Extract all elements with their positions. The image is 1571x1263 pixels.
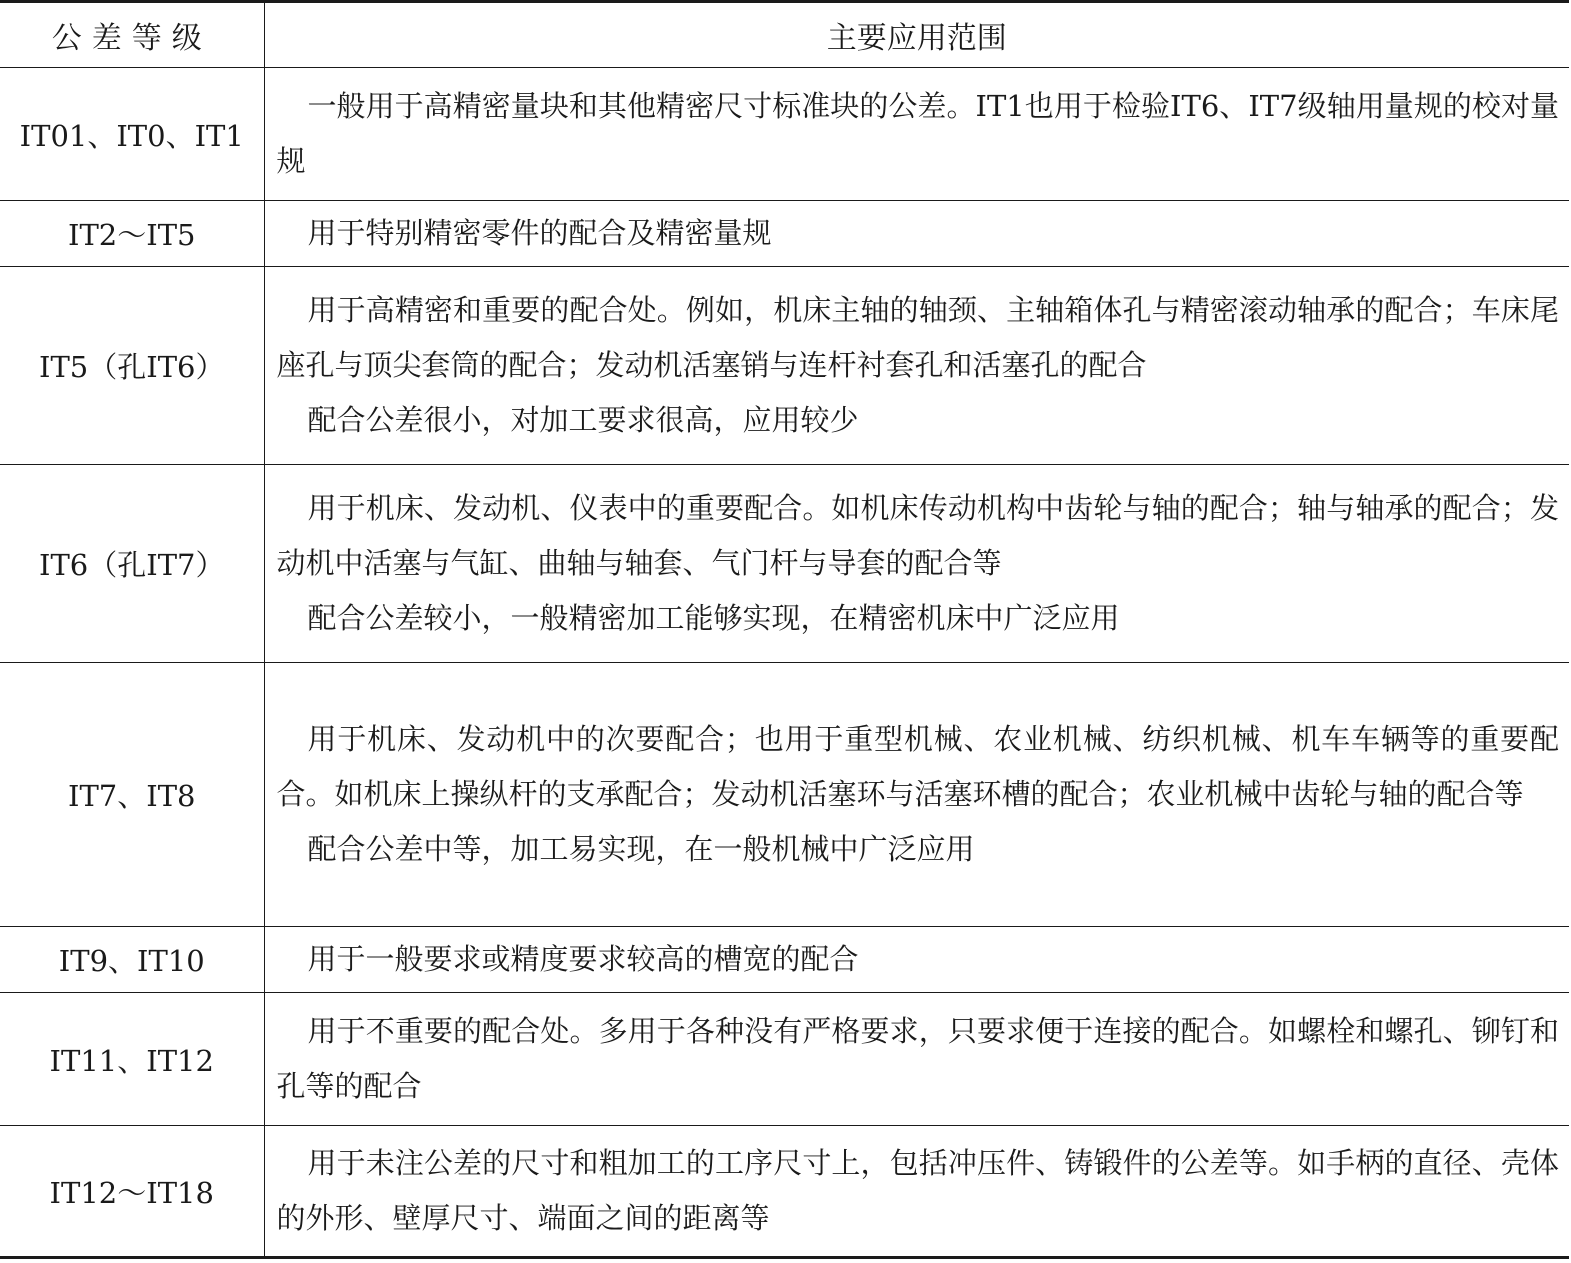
- scope-paragraph: 一般用于高精密量块和其他精密尺寸标准块的公差。IT1也用于检验IT6、IT7级轴用量规的校对量规: [276, 89, 1559, 178]
- table-row: [0, 465, 1569, 663]
- scope-paragraph: 用于特别精密零件的配合及精密量规: [307, 216, 772, 250]
- scope-paragraph: 用于未注公差的尺寸和粗加工的工序尺寸上，包括冲压件、铸锻件的公差等。如手柄的直径、壳体的外形、壁厚尺寸、端面之间的距离等: [276, 1146, 1559, 1235]
- scope-paragraph: 配合公差较小，一般精密加工能够实现，在精密机床中广泛应用: [307, 601, 1120, 635]
- scope-paragraph: 用于机床、发动机、仪表中的重要配合。如机床传动机构中齿轮与轴的配合；轴与轴承的配合；发动机中活塞与气缸、曲轴与轴套、气门杆与导套的配合等: [276, 491, 1559, 580]
- header-tolerance-grade: 公差等级: [0, 2, 264, 68]
- tolerance-grade-cell: IT2～IT5: [0, 201, 264, 267]
- table-row: [0, 663, 1569, 927]
- application-scope-cell: [264, 993, 1569, 1126]
- application-scope-cell: [264, 201, 1569, 267]
- application-scope-cell: [264, 465, 1569, 663]
- scope-paragraph: 配合公差很小，对加工要求很高，应用较少: [307, 403, 859, 437]
- table-row: [0, 927, 1569, 993]
- application-scope-cell: [264, 267, 1569, 465]
- table-row: [0, 201, 1569, 267]
- table-row: [0, 993, 1569, 1126]
- tolerance-grade-cell: IT7、IT8: [0, 663, 264, 927]
- tolerance-grade-cell: IT6（孔IT7）: [0, 465, 264, 663]
- scope-paragraph: 配合公差中等，加工易实现，在一般机械中广泛应用: [307, 832, 975, 866]
- application-scope-cell: [264, 68, 1569, 201]
- tolerance-grade-cell: IT01、IT0、IT1: [0, 68, 264, 201]
- header-application-scope: 主要应用范围: [264, 2, 1569, 68]
- scope-paragraph: 用于不重要的配合处。多用于各种没有严格要求，只要求便于连接的配合。如螺栓和螺孔、铆钉和孔等的配合: [276, 1014, 1559, 1103]
- scope-paragraph: 用于高精密和重要的配合处。例如，机床主轴的轴颈、主轴箱体孔与精密滚动轴承的配合；车床尾座孔与顶尖套筒的配合；发动机活塞销与连杆衬套孔和活塞孔的配合: [276, 293, 1559, 382]
- scope-paragraph: 用于一般要求或精度要求较高的槽宽的配合: [307, 942, 859, 976]
- application-scope-cell: [264, 663, 1569, 927]
- application-scope-cell: [264, 1126, 1569, 1258]
- tolerance-grade-cell: IT11、IT12: [0, 993, 264, 1126]
- table-row: [0, 68, 1569, 201]
- application-scope-cell: [264, 927, 1569, 993]
- tolerance-grade-cell: IT5（孔IT6）: [0, 267, 264, 465]
- tolerance-grade-cell: IT12～IT18: [0, 1126, 264, 1258]
- scope-paragraph: 用于机床、发动机中的次要配合；也用于重型机械、农业机械、纺织机械、机车车辆等的重要配合。如机床上操纵杆的支承配合；发动机活塞环与活塞环槽的配合；农业机械中齿轮与轴的配合等: [276, 722, 1559, 811]
- table-row: [0, 1126, 1569, 1258]
- table-header-row: [0, 2, 1569, 68]
- tolerance-grade-cell: IT9、IT10: [0, 927, 264, 993]
- table-row: [0, 267, 1569, 465]
